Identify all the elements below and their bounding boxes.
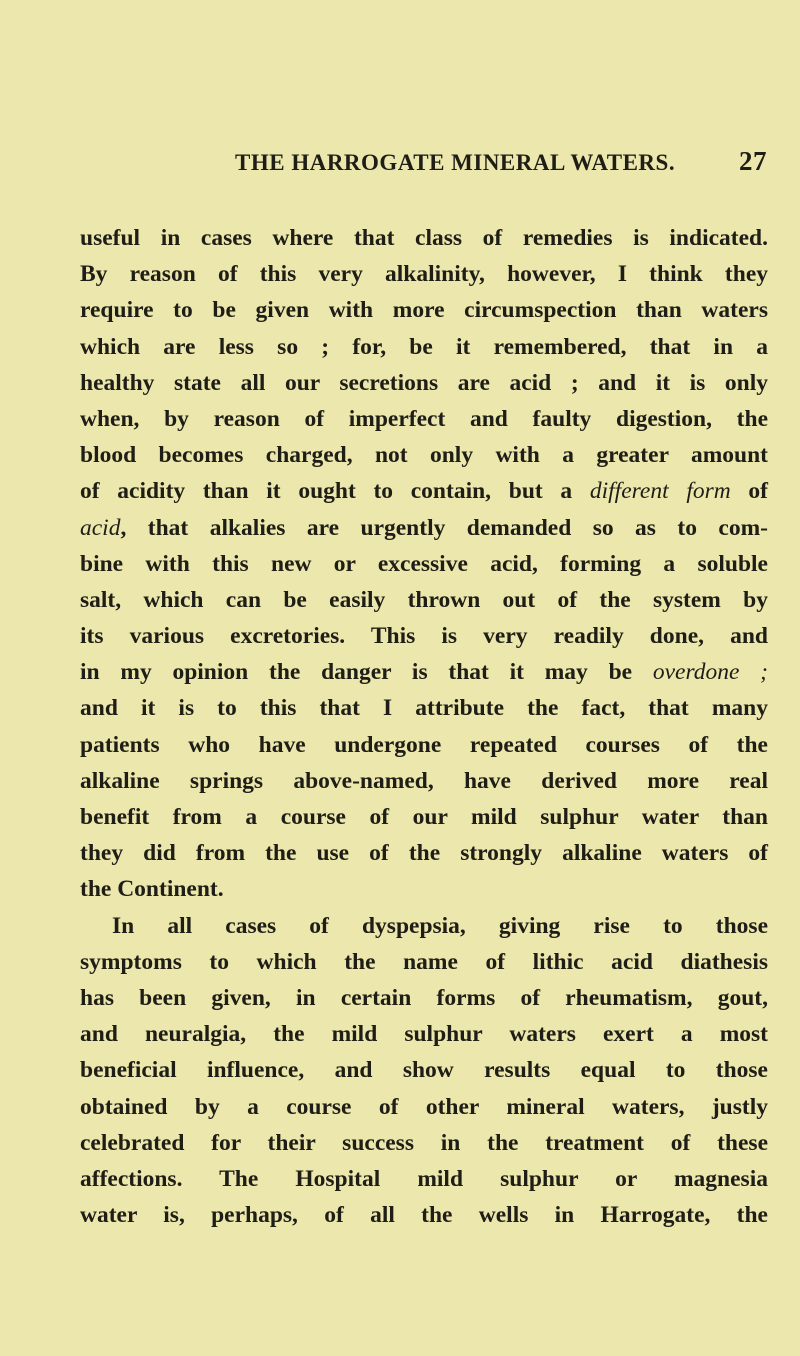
text-line: water is, perhaps, of all the wells in Harrogate, the (80, 1202, 768, 1229)
text-line: benefit from a course of our mild sulphur water than (80, 804, 768, 830)
italic-phrase: overdone ; (652, 659, 769, 686)
running-title: THE HARROGATE MINERAL WATERS. (235, 150, 676, 175)
text-line: the Continent. (80, 876, 224, 903)
italic-phrase: acid (80, 514, 121, 541)
text-line: healthy state all our secretions are acid ; and it is only (80, 369, 768, 396)
text-line: alkaline springs above-named, have derived more real (80, 767, 768, 794)
text-line: its various excretories. This is very readily done, and (80, 623, 768, 650)
text-line: has been given, in certain forms of rheumatism, gout, (80, 984, 768, 1011)
text-line: of acidity than it ought to contain, but a different form of (80, 478, 768, 505)
running-head (235, 146, 767, 180)
page-number: 27 (739, 146, 767, 176)
text-line: acid, that alkalies are urgently demanded so as to com- (80, 514, 768, 541)
text-line: when, by reason of imperfect and faulty digestion, the (80, 405, 768, 432)
text-line: In all cases of dyspepsia, giving rise to those (112, 912, 768, 939)
text-line: and neuralgia, the mild sulphur waters exert a most (80, 1021, 768, 1048)
body-text (80, 220, 768, 1233)
text-line: which are less so ; for, be it remembered, that in a (80, 333, 768, 360)
text-line: symptoms to which the name of lithic acid diathesis (80, 948, 768, 975)
text-line: they did from the use of the strongly alkaline waters of (80, 840, 768, 867)
text-line: and it is to this that I attribute the fact, that many (80, 695, 768, 722)
text-line: salt, which can be easily thrown out of the system by (80, 586, 768, 613)
text-line: affections. The Hospital mild sulphur or magnesia (80, 1165, 768, 1192)
text-line: useful in cases where that class of remedies is indicated. (80, 225, 768, 251)
text-line: patients who have undergone repeated courses of the (80, 731, 768, 758)
text-line: obtained by a course of other mineral waters, justly (80, 1093, 768, 1120)
text-line: celebrated for their success in the treatment of these (80, 1129, 768, 1156)
text-line: bine with this new or excessive acid, forming a soluble (80, 550, 768, 577)
text-line: By reason of this very alkalinity, however, I think they (80, 261, 768, 288)
text-line: beneficial influence, and show results equal to those (80, 1057, 768, 1084)
text-line: in my opinion the danger is that it may be overdone ; (80, 659, 769, 686)
italic-phrase: different form (589, 478, 731, 505)
text-line: blood becomes charged, not only with a greater amount (80, 442, 768, 469)
text-line: require to be given with more circumspection than waters (80, 297, 768, 324)
